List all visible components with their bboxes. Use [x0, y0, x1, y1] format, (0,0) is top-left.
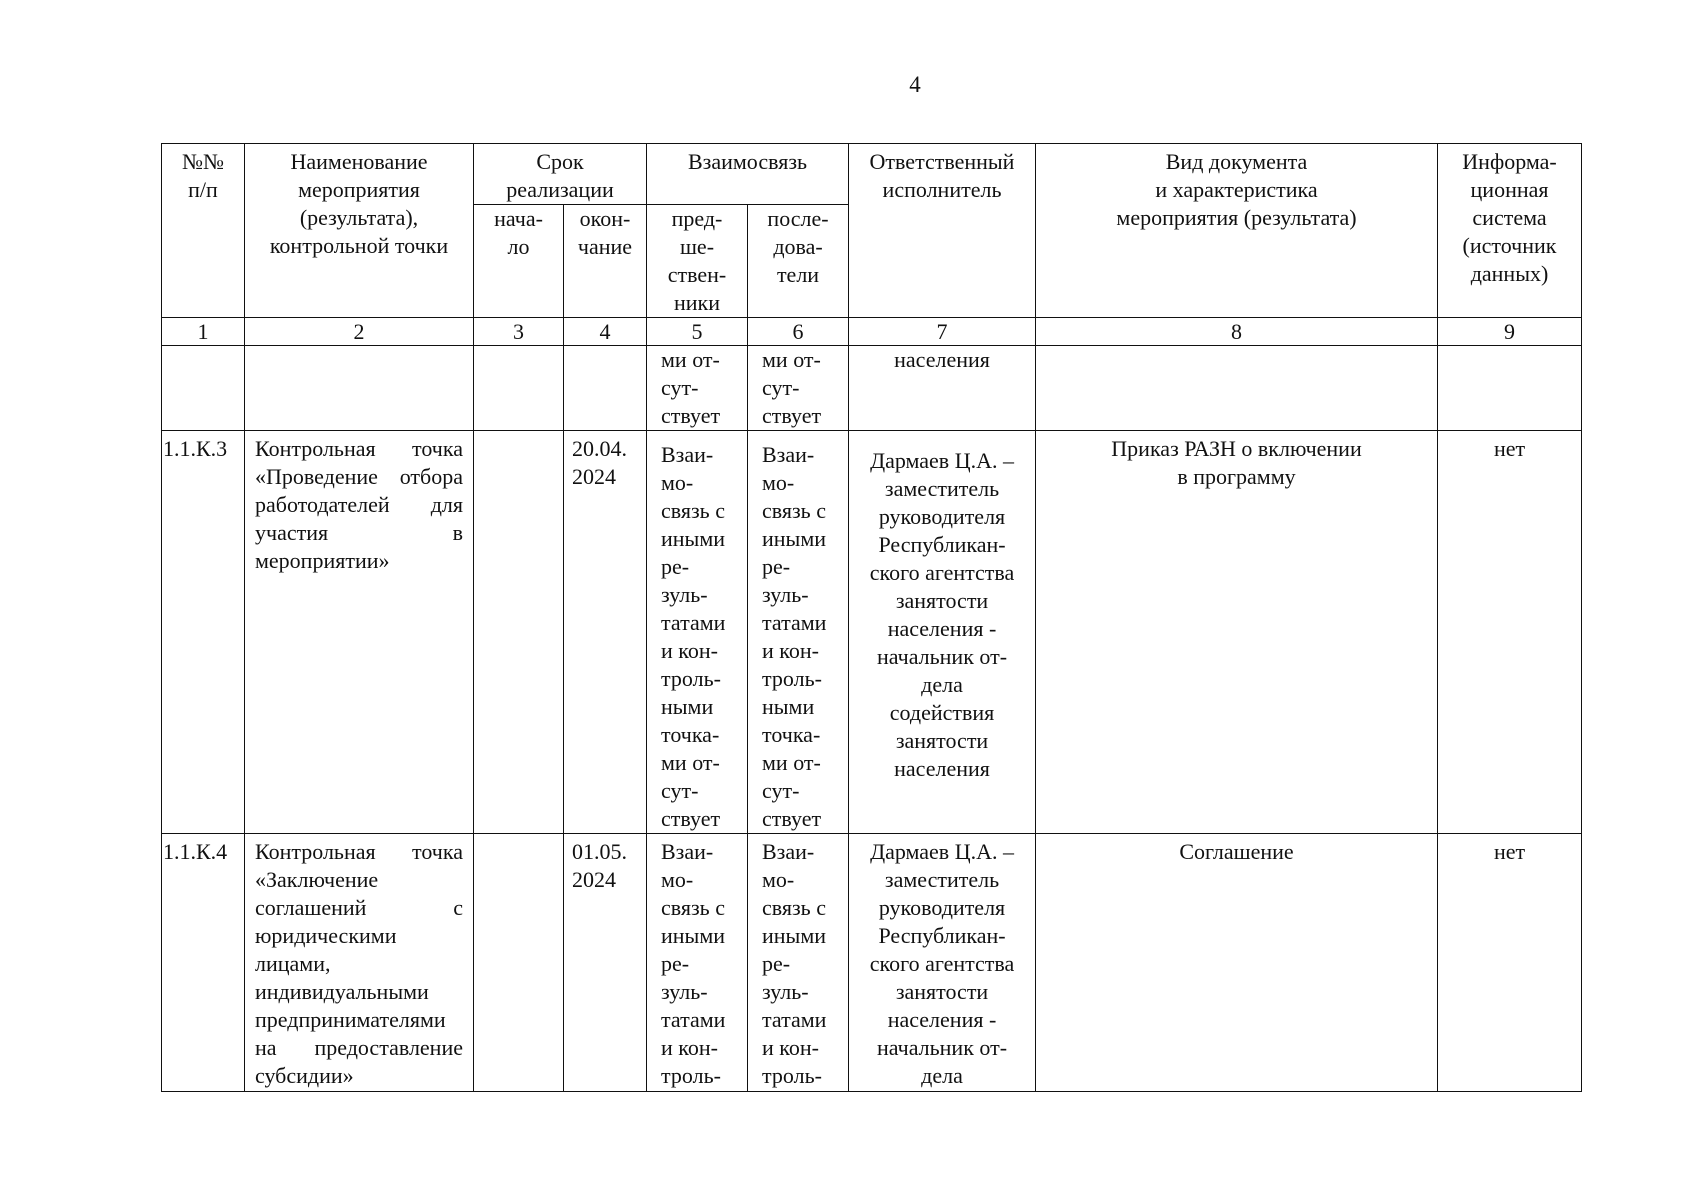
- header-num: №№ п/п: [162, 144, 245, 318]
- row-prev: Взаи- мо- связь с иными ре- зуль- татами и кон- троль- ными точка- ми от- сут- ствует: [647, 431, 748, 834]
- row-num: [162, 346, 245, 431]
- row-name: Контрольная точка «Заключение соглашений с юридическими лицами, индивидуальными предпринимателями на предоставление субсидии»: [245, 834, 474, 1092]
- row-info: нет: [1438, 834, 1582, 1092]
- row-doc: Приказ РАЗН о включении в программу: [1036, 431, 1438, 834]
- row-next: Взаи- мо- связь с иными ре- зуль- татами и кон- троль- ными точка- ми от- сут- ствует: [748, 431, 849, 834]
- header-info-system: Информа- ционная система (источник данных): [1438, 144, 1582, 318]
- column-number: 6: [748, 318, 849, 346]
- column-number: 7: [849, 318, 1036, 346]
- row-doc: Соглашение: [1036, 834, 1438, 1092]
- header-relation: Взаимосвязь: [647, 144, 849, 205]
- header-term-end: окон- чание: [564, 205, 647, 318]
- row-name: [245, 346, 474, 431]
- column-number: 8: [1036, 318, 1438, 346]
- column-number: 4: [564, 318, 647, 346]
- row-info: нет: [1438, 431, 1582, 834]
- row-start: [474, 346, 564, 431]
- table-row: [162, 834, 1582, 1092]
- row-responsible: Дармаев Ц.А. – заместитель руководителя Республикан- ского агентства занятости населения - начальник от- дела: [849, 834, 1036, 1092]
- column-number: 1: [162, 318, 245, 346]
- row-prev: ми от- сут- ствует: [647, 346, 748, 431]
- table-row: [162, 346, 1582, 431]
- header-rel-next: после- дова- тели: [748, 205, 849, 318]
- row-end: 20.04. 2024: [564, 431, 647, 834]
- header-row-1: [162, 144, 1582, 205]
- row-doc: [1036, 346, 1438, 431]
- row-start: [474, 834, 564, 1092]
- row-prev: Взаи- мо- связь с иными ре- зуль- татами и кон- троль-: [647, 834, 748, 1092]
- row-start: [474, 431, 564, 834]
- row-responsible: Дармаев Ц.А. – заместитель руководителя Республикан- ского агентства занятости населения - начальник от- дела содействия занятости населения: [849, 431, 1036, 834]
- header-term-start: нача- ло: [474, 205, 564, 318]
- row-end: 01.05. 2024: [564, 834, 647, 1092]
- activities-table: [161, 143, 1582, 1092]
- header-responsible: Ответственный исполнитель: [849, 144, 1036, 318]
- row-name: Контрольная точка «Проведение отбора работодателей для участия в мероприятии»: [245, 431, 474, 834]
- row-next: Взаи- мо- связь с иными ре- зуль- татами и кон- троль-: [748, 834, 849, 1092]
- table-row: [162, 431, 1582, 834]
- header-term: Срок реализации: [474, 144, 647, 205]
- row-next: ми от- сут- ствует: [748, 346, 849, 431]
- column-number: 5: [647, 318, 748, 346]
- row-info: [1438, 346, 1582, 431]
- column-number: 9: [1438, 318, 1582, 346]
- column-number: 3: [474, 318, 564, 346]
- row-num: 1.1.К.4: [162, 834, 245, 1092]
- row-num: 1.1.К.3: [162, 431, 245, 834]
- column-numbers-row: [162, 318, 1582, 346]
- header-doc-type: Вид документа и характеристика мероприятия (результата): [1036, 144, 1438, 318]
- row-end: [564, 346, 647, 431]
- row-responsible: населения: [849, 346, 1036, 431]
- header-rel-prev: пред- ше- ствен- ники: [647, 205, 748, 318]
- header-name: Наименование мероприятия (результата), контрольной точки: [245, 144, 474, 318]
- column-number: 2: [245, 318, 474, 346]
- page-number: 4: [909, 72, 921, 97]
